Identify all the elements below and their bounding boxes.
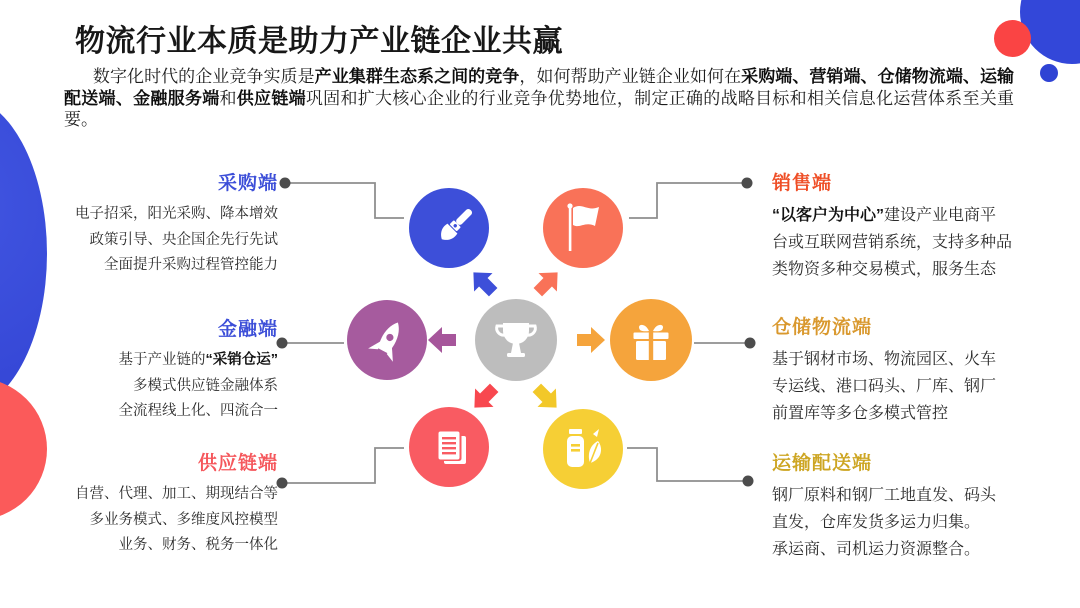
arrow-procurement xyxy=(464,263,502,301)
page-title: 物流行业本质是助力产业链企业共赢 xyxy=(75,25,563,58)
node-supply-chain xyxy=(409,407,489,487)
section-finance-line xyxy=(48,348,278,374)
node-procurement xyxy=(409,188,489,268)
intro-bold-supplychain: 供应链端 xyxy=(236,88,306,108)
section-supply-chain xyxy=(48,448,278,559)
section-supply-chain-line: 自营、代理、加工、期现结合等 xyxy=(75,486,278,502)
section-transport-line: 承运商、司机运力资源整合。 xyxy=(772,541,981,558)
sales-circle xyxy=(543,188,623,268)
connector-procurement xyxy=(285,183,404,218)
intro-bold-competition: 产业集群生态系之间的竞争 xyxy=(314,67,520,86)
section-procurement-line: 政策引导、央企国企先行先试 xyxy=(89,231,278,248)
section-sales xyxy=(772,168,1040,283)
arrow-warehouse xyxy=(577,327,605,353)
node-transport xyxy=(543,409,623,489)
section-sales-line: 台或互联网营销系统，支持多种品 xyxy=(772,234,1013,251)
finance-line-bold: “采销仓运” xyxy=(205,352,278,368)
finance-line-prefix: 基于产业链的 xyxy=(118,352,206,368)
intro-text: 巩固和扩大核心企业的行业竞争优势地位，制定正确的战略目标和相关信息化运营体系至关重要。 xyxy=(64,88,1015,129)
node-warehouse xyxy=(610,299,692,381)
section-supply-chain-line: 多业务模式、多维度风控模型 xyxy=(89,511,278,528)
section-finance-title: 金融端 xyxy=(217,319,278,340)
section-warehouse-line: 基于钢材市场、物流园区、火车 xyxy=(772,351,997,368)
section-procurement xyxy=(48,168,278,279)
section-finance-line: 多模式供应链金融体系 xyxy=(133,377,278,394)
sales-line-bold: “以客户为中心” xyxy=(772,207,885,224)
dot-warehouse xyxy=(745,338,756,349)
intro-bold-ends: 采购端、营销端、仓储物流端、运输配送端、金融服务端 xyxy=(64,67,1015,108)
node-finance xyxy=(347,300,427,380)
section-procurement-title: 采购端 xyxy=(217,173,278,194)
connector-supply-chain xyxy=(282,448,404,483)
dot-finance xyxy=(277,338,288,349)
section-finance-line: 全流程线上化、四流合一 xyxy=(118,403,278,419)
dot-procurement xyxy=(280,178,291,189)
dot-sales xyxy=(742,178,753,189)
intro-text: 数字化时代的企业竞争实质是 xyxy=(92,67,315,86)
arrow-transport xyxy=(528,379,566,417)
arrow-supply-chain xyxy=(465,379,503,417)
section-warehouse-title: 仓储物流端 xyxy=(772,317,873,338)
arrow-finance xyxy=(428,327,456,353)
section-procurement-line: 电子招采，阳光采购、降本增效 xyxy=(75,206,278,222)
dot-transport xyxy=(743,476,754,487)
connector-sales xyxy=(629,183,747,218)
section-supply-chain-line: 业务、财务、税务一体化 xyxy=(118,537,278,553)
sales-line-rest: 建设产业电商平 xyxy=(884,207,997,224)
intro-text: ，如何帮助产业链企业如何在 xyxy=(519,67,742,86)
section-sales-line xyxy=(772,202,1040,229)
section-warehouse xyxy=(772,312,1040,427)
section-sales-title: 销售端 xyxy=(772,173,833,194)
section-transport-title: 运输配送端 xyxy=(772,453,873,474)
section-supply-chain-title: 供应链端 xyxy=(197,453,278,474)
connector-transport xyxy=(627,448,748,481)
section-sales-line: 类物资多种交易模式，服务生态 xyxy=(772,261,997,278)
dot-supply-chain xyxy=(277,478,288,489)
section-transport-line: 钢厂原料和钢厂工地直发、码头 xyxy=(772,487,997,504)
arrow-sales xyxy=(529,263,567,301)
node-center xyxy=(475,299,557,381)
node-sales xyxy=(543,188,623,268)
section-transport xyxy=(772,448,1040,563)
section-warehouse-line: 前置库等多仓多模式管控 xyxy=(772,405,949,422)
section-warehouse-line: 专运线、港口码头、厂库、钢厂 xyxy=(772,378,997,395)
section-procurement-line: 全面提升采购过程管控能力 xyxy=(104,257,278,273)
intro-text: 和 xyxy=(219,88,237,108)
section-transport-line: 直发，仓库发货多运力归集。 xyxy=(772,514,981,531)
section-finance xyxy=(48,314,278,425)
